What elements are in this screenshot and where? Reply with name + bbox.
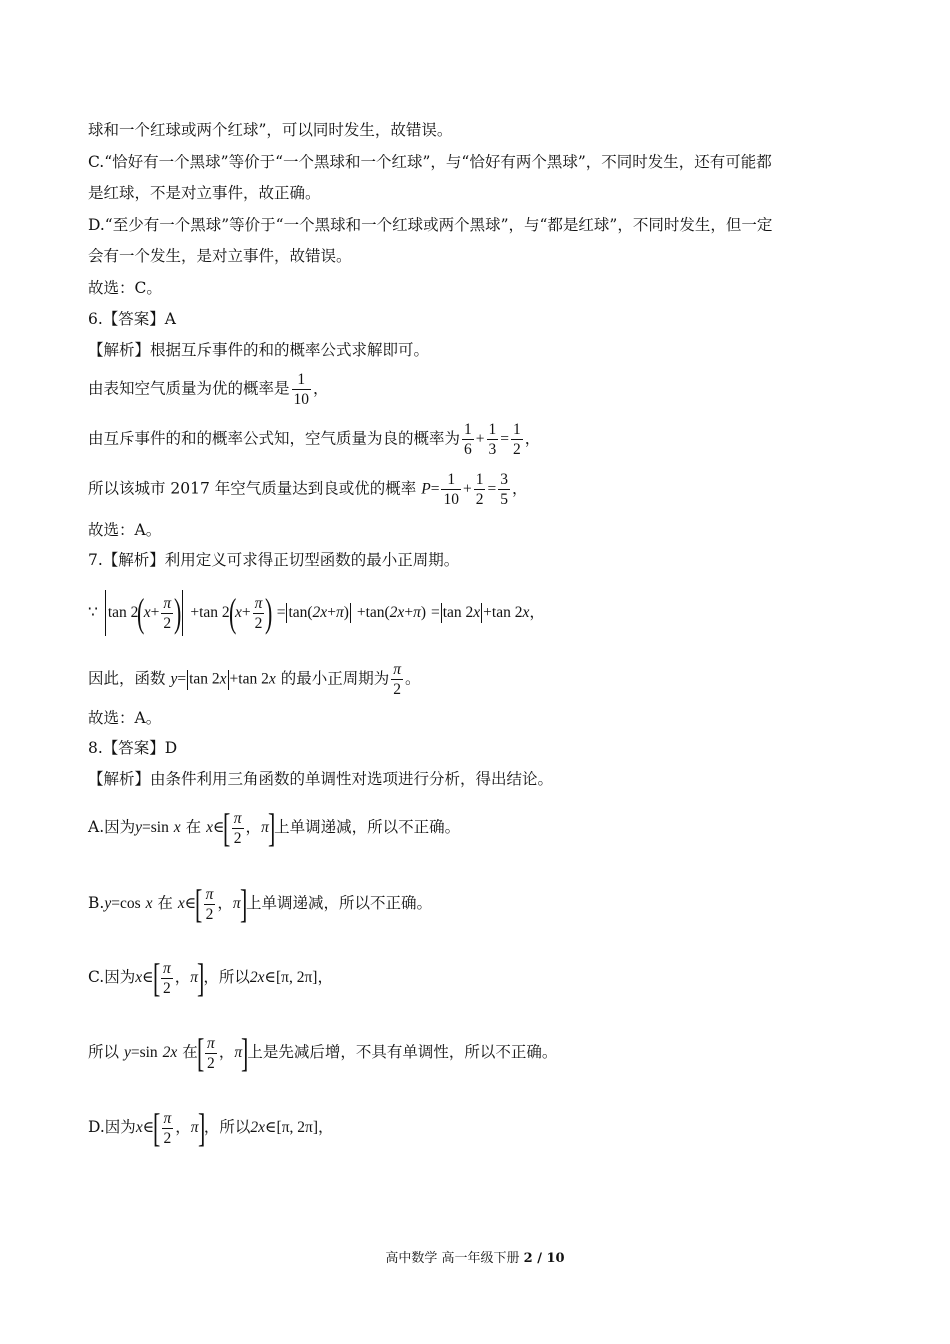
option-c-line: C.因为x∈[ $\frac{\pi}{2}$ ，π]，所以2x∈[π, 2π]，	[88, 955, 333, 1000]
fraction: $\frac{\pi}{2}$	[393, 661, 401, 698]
fraction: $\frac{\pi}{2}$	[163, 594, 172, 632]
formula-line: 由表知空气质量为优的概率是 $\frac{1}{10}$ ，	[88, 371, 329, 408]
analysis-line: 【解析】根据互斥事件的和的概率公式求解即可。	[88, 341, 430, 359]
text-line: 球和一个红球或两个红球”，可以同时发生，故错误。	[88, 121, 453, 139]
formula-line: 所以该城市 2017 年空气质量达到良或优的概率 P= $\frac{1}{10}$ + $\frac{1}{2}$ = $\frac{3}{5}$ ，	[88, 471, 528, 508]
text-line: C.“恰好有一个黑球”等价于“一个黑球和一个红球”，与“恰好有两个黑球”，不同时发生，还有可能都	[88, 153, 772, 171]
option-c-continued: 所以 y=sin 2x 在[ $\frac{\pi}{2}$ ，π]上是先减后增，不具有单调性，所以不正确。	[88, 1030, 558, 1075]
answer-heading-6: 6.【答案】A	[88, 310, 176, 328]
fraction: $\frac{1}{10}$	[443, 471, 459, 508]
analysis-heading-7: 7.【解析】利用定义可求得正切型函数的最小正周期。	[88, 551, 460, 569]
footer-subject: 高中数学 高一年级下册	[385, 1251, 520, 1266]
fraction: $\frac{1}{3}$	[488, 421, 497, 458]
formula-line: 由互斥事件的和的概率公式知，空气质量为良的概率为 $\frac{1}{6}$ + $\frac{1}{3}$ = $\frac{1}{2}$ ，	[88, 421, 541, 458]
text-line: D.“至少有一个黑球”等价于“一个黑球和一个红球或两个黑球”，与“都是红球”，不同时发生，但一定	[88, 216, 773, 234]
fraction: $\frac{\pi}{2}$	[233, 809, 242, 847]
text-line: 故选：C。	[88, 279, 162, 297]
option-d-line: D.因为x∈[ $\frac{\pi}{2}$ ，π]，所以2x∈[π, 2π]，	[88, 1105, 334, 1150]
answer-heading-8: 8.【答案】D	[88, 739, 178, 757]
option-b-line: B.y=cos x 在 x∈[ $\frac{\pi}{2}$ ，π]上单调递减，所以不正确。	[88, 881, 432, 926]
page-number: 2	[523, 1251, 533, 1266]
option-a-line: A.因为y=sin x 在 x∈[ $\frac{\pi}{2}$ ，π]上单调递减，所以不正确。	[88, 805, 461, 850]
fraction: $\frac{3}{5}$	[500, 471, 508, 508]
formula-line: ∵ tan 2(x+ $\frac{\pi}{2}$ ) +tan 2(x+ $\frac{\pi}{2}$ ) = tan(2x+π) +tan(2x+π) = tan 2x +tan 2x，	[88, 590, 545, 635]
fraction: $\frac{\pi}{2}$	[163, 1109, 172, 1147]
fraction: $\frac{1}{2}$	[475, 471, 484, 508]
fraction: $\frac{\pi}{2}$	[162, 959, 171, 997]
text-line: 是红球，不是对立事件，故正确。	[88, 184, 321, 202]
fraction: $\frac{\pi}{2}$	[205, 885, 214, 923]
text-line: 会有一个发生，是对立事件，故错误。	[88, 247, 352, 265]
fraction: $\frac{1}{6}$	[464, 421, 472, 458]
page-total: 10	[546, 1251, 565, 1266]
fraction: $\frac{\pi}{2}$	[254, 594, 263, 632]
page-footer: 高中数学 高一年级下册 2 / 10	[385, 1251, 565, 1266]
text-line: 故选：A。	[88, 521, 162, 539]
text-line: 故选：A。	[88, 709, 162, 727]
fraction: $\frac{\pi}{2}$	[207, 1034, 215, 1072]
analysis-line: 【解析】由条件利用三角函数的单调性对选项进行分析，得出结论。	[88, 770, 554, 788]
formula-line: 因此，函数 y= tan 2x +tan 2x 的最小正周期为 $\frac{\pi}{2}$ 。	[88, 661, 421, 698]
fraction: $\frac{1}{10}$	[293, 371, 310, 408]
fraction: $\frac{1}{2}$	[513, 421, 521, 458]
